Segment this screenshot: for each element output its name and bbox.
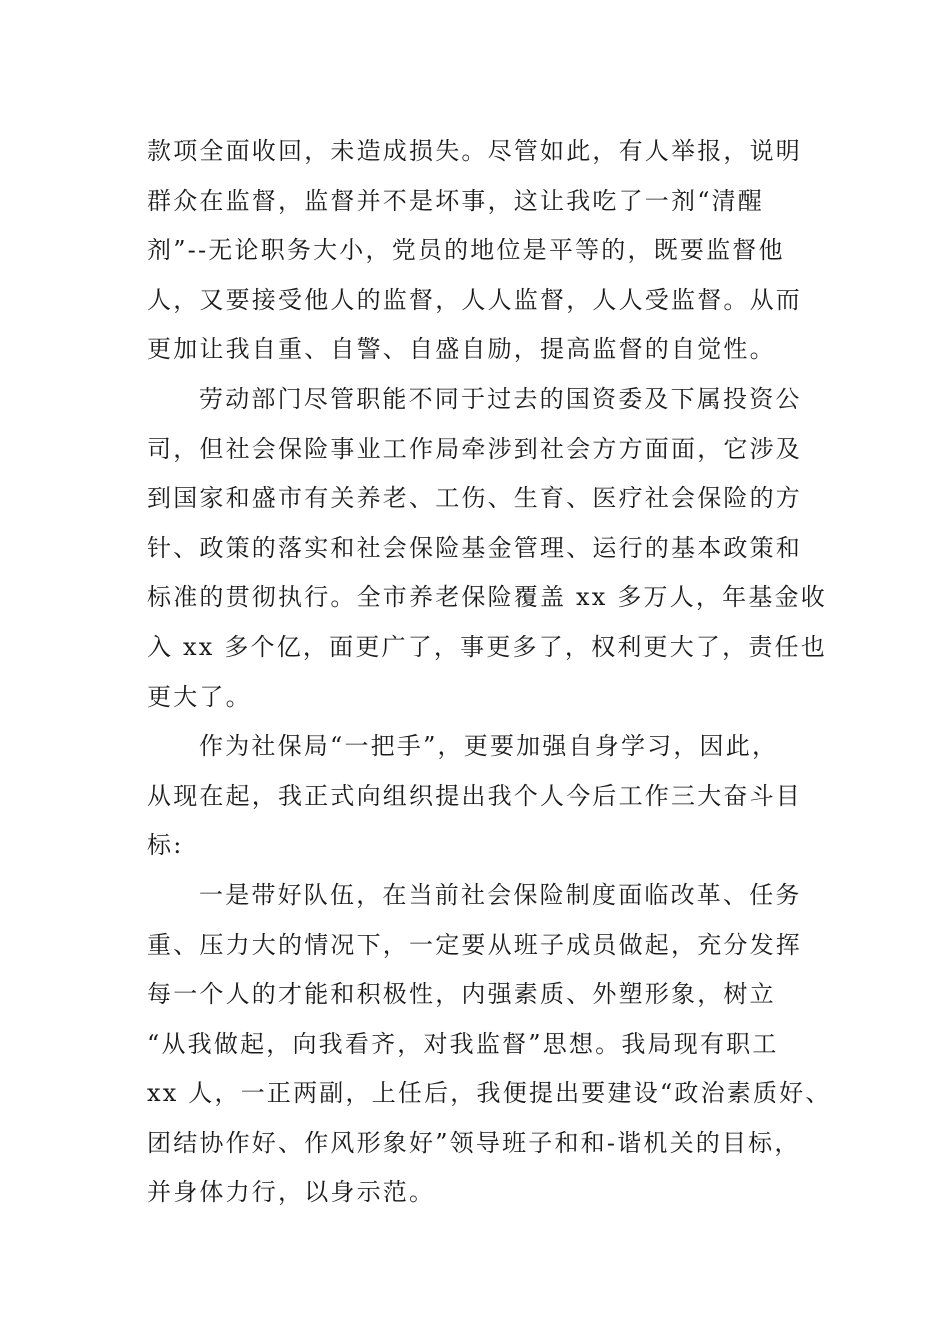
text-line-21: 团结协作好、作风形象好”领导班子和和-谐机关的目标， <box>147 1128 801 1157</box>
text-line-2: 群众在监督，监督并不是坏事，这让我吃了一剂“清醒 <box>147 186 765 215</box>
body-text <box>147 127 832 1218</box>
text-line-11: 入 xx 多个亿，面更广了，事更多了，权利更大了，责任也 <box>147 632 827 661</box>
text-line-5: 更加让我自重、自警、自盛自励，提高监督的自觉性。 <box>147 335 776 364</box>
text-line-14: 从现在起，我正式向组织提出我个人今后工作三大奋斗目 <box>147 781 802 810</box>
text-line-12: 更大了。 <box>147 682 252 711</box>
text-line-18: 每一个人的才能和积极性，内强素质、外塑形象，树立 <box>147 980 776 1009</box>
text-line-19: “从我做起，向我看齐，对我监督”思想。我局现有职工 <box>147 1029 779 1058</box>
paragraph-start-line-16: 一是带好队伍，在当前社会保险制度面临改革、任务 <box>199 880 802 909</box>
text-line-7: 司，但社会保险事业工作局牵涉到社会方方面面，它涉及 <box>147 434 802 463</box>
text-line-8: 到国家和盛市有关养老、工伤、生育、医疗社会保险的方 <box>147 484 802 513</box>
text-line-9: 针、政策的落实和社会保险基金管理、运行的基本政策和 <box>147 533 802 562</box>
text-line-22: 并身体力行，以身示范。 <box>147 1178 436 1207</box>
text-line-3: 剂”--无论职务大小，党员的地位是平等的，既要监督他 <box>147 236 785 265</box>
text-line-17: 重、压力大的情况下，一定要从班子成员做起，充分发挥 <box>147 930 802 959</box>
text-line-15: 标: <box>147 831 184 860</box>
paragraph-start-line-6: 劳动部门尽管职能不同于过去的国资委及下属投资公 <box>199 384 802 413</box>
text-line-1: 款项全面收回，未造成损失。尽管如此，有人举报，说明 <box>147 137 802 165</box>
text-line-4: 人，又要接受他人的监督，人人监督，人人受监督。从而 <box>147 285 802 314</box>
paragraph-start-line-13: 作为社保局“一把手”，更要加强自身学习，因此， <box>199 732 779 761</box>
text-line-20: xx 人，一正两副，上任后，我便提出要建设“政治素质好、 <box>147 1079 832 1108</box>
text-line-10: 标准的贯彻执行。全市养老保险覆盖 xx 多万人，年基金收 <box>147 583 827 612</box>
